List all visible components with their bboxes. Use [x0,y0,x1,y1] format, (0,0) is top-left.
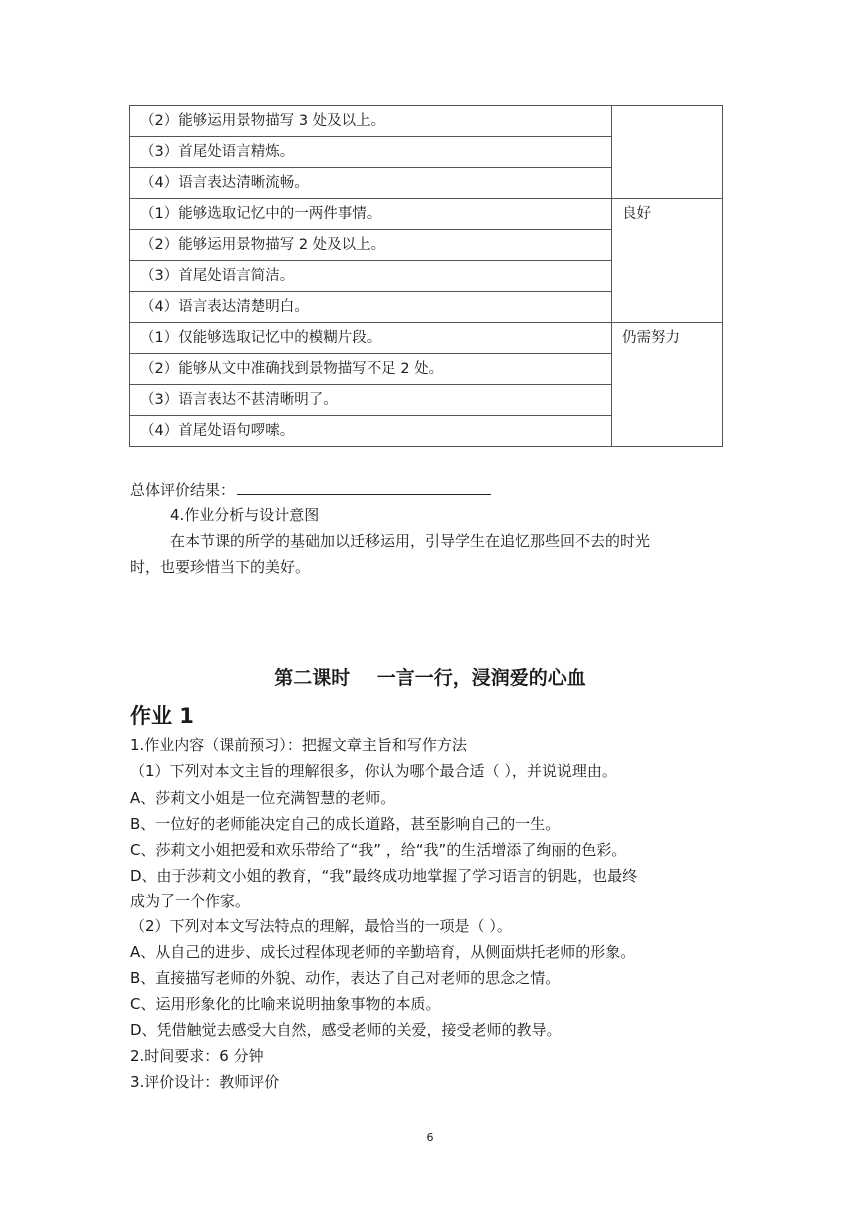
overall-result-label: 总体评价结果： [130,481,236,499]
time-requirement: 2.时间要求：6 分钟 [130,1047,264,1065]
rubric-criterion: （2）能够运用景物描写 2 处及以上。 [130,230,612,261]
rubric-criterion: （3）首尾处语言简洁。 [130,261,612,292]
question-2-option-d: D、凭借触觉去感受大自然，感受老师的关爱，接受老师的教导。 [130,1021,562,1039]
rubric-criterion: （4）语言表达清楚明白。 [130,292,612,323]
section-4-text-line-1: 在本节课的所学的基础加以迁移运用，引导学生在追忆那些回不去的时光 [170,532,651,550]
question-1-option-c: C、莎莉文小姐把爱和欢乐带给了“我” ，给“我”的生活增添了绚丽的色彩。 [130,841,627,859]
rubric-criterion: （4）首尾处语句啰嗦。 [130,416,612,447]
page-number: 6 [426,1131,434,1144]
question-1-option-d-line-1: D、由于莎莉文小姐的教育，“我”最终成功地掌握了学习语言的钥匙，也最终 [130,867,638,885]
rubric-criterion: （3）首尾处语言精炼。 [130,137,612,168]
question-2-option-a: A、从自己的进步、成长过程体现老师的辛勤培育，从侧面烘托老师的形象。 [130,943,636,961]
question-2-option-b: B、直接描写老师的外貌、动作，表达了自己对老师的思念之情。 [130,969,561,987]
rubric-criterion: （2）能够从文中准确找到景物描写不足 2 处。 [130,354,612,385]
rubric-criterion: （2）能够运用景物描写 3 处及以上。 [130,106,612,137]
rubric-table [129,105,723,447]
homework-content-title: 1.作业内容（课前预习）：把握文章主旨和写作方法 [130,736,467,754]
section-4-text-line-2: 时，也要珍惜当下的美好。 [130,558,311,576]
rubric-grade [612,106,723,199]
rubric-criterion: （1）仅能够选取记忆中的模糊片段。 [130,323,612,354]
rubric-grade: 良好 [612,199,723,323]
question-1-option-b: B、一位好的老师能决定自己的成长道路，甚至影响自己的一生。 [130,815,561,833]
lesson-heading: 第二课时 一言一行，浸润爱的心血 [274,667,586,689]
evaluation-design: 3.评价设计：教师评价 [130,1073,280,1091]
question-2: （2）下列对本文写法特点的理解，最恰当的一项是（ ）。 [130,917,512,935]
question-1: （1）下列对本文主旨的理解很多，你认为哪个最合适（ ），并说说理由。 [130,762,617,780]
question-1-option-a: A、莎莉文小姐是一位充满智慧的老师。 [130,789,396,807]
rubric-criterion: （1）能够选取记忆中的一两件事情。 [130,199,612,230]
rubric-row [130,106,723,137]
question-1-option-d-line-2: 成为了一个作家。 [130,892,251,910]
rubric-row [130,199,723,230]
question-2-option-c: C、运用形象化的比喻来说明抽象事物的本质。 [130,995,441,1013]
rubric-criterion: （3）语言表达不甚清晰明了。 [130,385,612,416]
rubric-row [130,323,723,354]
section-4-title: 4.作业分析与设计意图 [170,506,320,524]
overall-result-blank [237,478,491,495]
homework-title: 作业 1 [130,704,194,728]
rubric-criterion: （4）语言表达清晰流畅。 [130,168,612,199]
overall-result-line [130,478,491,500]
rubric-grade: 仍需努力 [612,323,723,447]
